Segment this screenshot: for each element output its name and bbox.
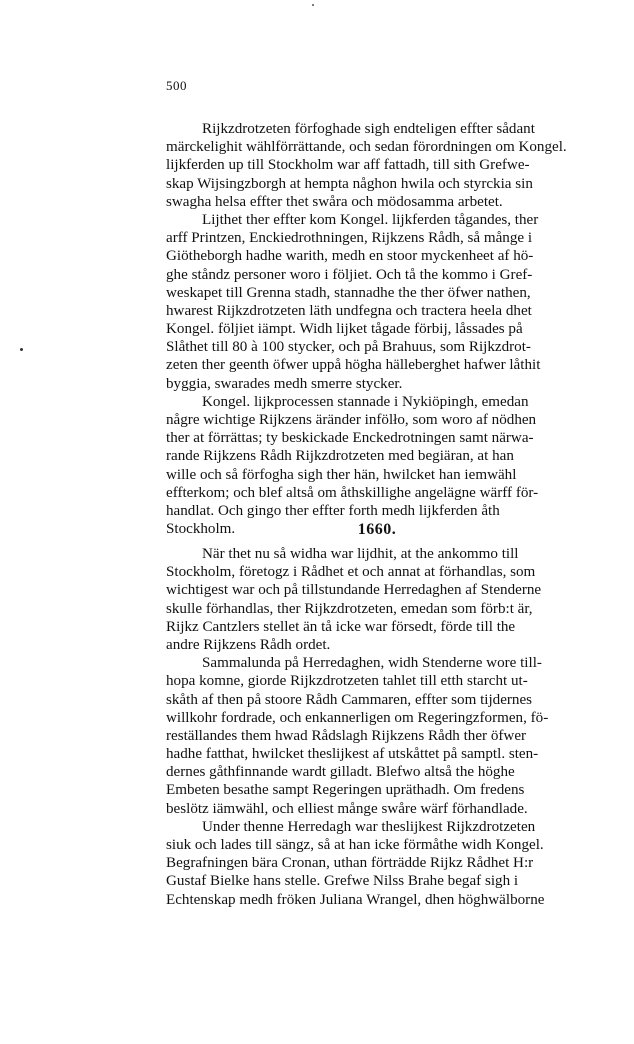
text-line: hwarest Rijkzdrotzeten läth undfegna och tractera heela dhet bbox=[166, 302, 532, 319]
text-line: byggia, swarades medh smerre stycker. bbox=[166, 375, 403, 392]
text-line: skulle förhandlas, ther Rijkzdrotzeten, emedan som förb:t är, bbox=[166, 600, 533, 617]
print-speck bbox=[312, 4, 314, 6]
text-line: Slåthet till 80 à 100 stycker, och på Brahuus, som Rijkzdrot- bbox=[166, 339, 531, 356]
text-line: Rijkz Cantzlers stellet än tå icke war försedt, förde till the bbox=[166, 618, 516, 635]
text-line: hopa komne, giorde Rijkzdrotzeten tahlet till etth starcht ut- bbox=[166, 673, 528, 690]
text-line: ther at förrättas; ty beskickade Enckedrotningen samt närwa- bbox=[166, 430, 534, 447]
text-line: Under thenne Herredagh war theslijkest Rijkzdrotzeten bbox=[202, 818, 536, 835]
year-heading: 1660. bbox=[357, 521, 397, 538]
text-line: skap Wijsingzborgh at hempta någhon hwila och styrckia sin bbox=[166, 175, 533, 192]
paragraph-block-1 bbox=[166, 120, 610, 538]
text-line: reställandes them hwad Rådslagh Rijkzens Rådh ther öfwer bbox=[166, 727, 527, 744]
text-line: weskapet till Grenna stadh, stannadhe the ther öfwer nathen, bbox=[166, 284, 531, 301]
text-line: Sammalunda på Herredaghen, widh Stenderne wore till- bbox=[202, 655, 542, 672]
text-line: skåth af then på stoore Rådh Cammaren, effter som tijdernes bbox=[166, 691, 533, 708]
text-line: willkohr fordrade, och enkannerligen om Regeringzformen, fö- bbox=[166, 709, 549, 726]
text-line: Echtenskap medh fröken Juliana Wrangel, dhen höghwälborne bbox=[166, 891, 545, 908]
text-line: Giötheborgh hadhe warith, medh en stoor myckenheet af hö- bbox=[166, 248, 534, 265]
text-line: Kongel. följiet iämpt. Widh lijket tågade förbij, låssades på bbox=[166, 321, 523, 338]
page-number: 500 bbox=[166, 78, 187, 93]
text-line: wille och så förfogha sigh ther hän, hwilcket han iemwähl bbox=[166, 466, 517, 483]
text-line: ghe ståndz personer woro i följiet. Och tå the kommo i Gref- bbox=[166, 266, 533, 283]
text-line: Stockholm, företogz i Rådhet et och annat at förhandlas, som bbox=[166, 564, 536, 581]
text-line: hadhe fatthat, hwilcket theslijkest af utskåttet på samptl. sten- bbox=[166, 746, 539, 763]
text-line: märckelighit wählförrättande, och sedan förordningen om Kongel. bbox=[166, 139, 567, 156]
text-line: siuk och lades till sängz, så at han icke förmåthe widh Kongel. bbox=[166, 837, 544, 853]
text-line: arff Printzen, Enckiedrothningen, Rijkzens Rådh, så månge i bbox=[166, 230, 533, 247]
text-line: Rijkzdrotzeten förfoghade sigh endteligen effter sådant bbox=[202, 121, 535, 137]
text-line: lijkferden up till Stockholm war aff fattadh, till sith Grefwe- bbox=[166, 157, 530, 174]
text-line: När thet nu så widha war lijdhit, at the ankommo till bbox=[202, 546, 519, 562]
text-line: handlat. Och gingo ther effter forth medh lijkferden åth bbox=[166, 502, 500, 519]
text-line: Kongel. lijkprocessen stannade i Nykiöpingh, emedan bbox=[202, 393, 529, 410]
text-line: Embeten besathe sampt Regeringen upräthadh. Om fredens bbox=[166, 782, 525, 799]
paragraph-block-2 bbox=[166, 545, 610, 909]
text-line: Gustaf Bielke hans stelle. Grefwe Nilss Brahe begaf sigh i bbox=[166, 873, 519, 890]
text-line: rande Rijkzens Rådh Rijkzdrotzeten med begiäran, at han bbox=[166, 448, 514, 465]
margin-speck bbox=[20, 348, 23, 351]
text-line: effterkom; och blef altså om åthskillighe angelägne wärff för- bbox=[166, 484, 539, 501]
text-line: swagha helsa effter thet swåra och mödosamma arbetet. bbox=[166, 193, 503, 210]
text-line: Begrafningen bära Cronan, uthan förträdde Rijkz Rådhet H:r bbox=[166, 855, 534, 872]
text-line: zeten ther geenth öfwer uppå högha hälleberghet hafwer låthit bbox=[166, 357, 541, 374]
text-line: andre Rijkzens Rådh ordet. bbox=[166, 636, 331, 653]
text-line: wichtigest war och på tillstundande Herredaghen af Stenderne bbox=[166, 582, 542, 599]
text-line: Stockholm. bbox=[166, 521, 236, 538]
text-line: dernes gåthfinnande wardt gilladt. Blefwo altså the höghe bbox=[166, 764, 515, 781]
text-line: Lijthet ther effter kom Kongel. lijkferden tågandes, ther bbox=[202, 211, 539, 228]
text-line: beslötz iämwähl, och elliest månge swåre wärf förhandlade. bbox=[166, 800, 528, 817]
text-line: någre wichtige Rijkzens äränder infölło, som woro af nödhen bbox=[166, 412, 537, 428]
